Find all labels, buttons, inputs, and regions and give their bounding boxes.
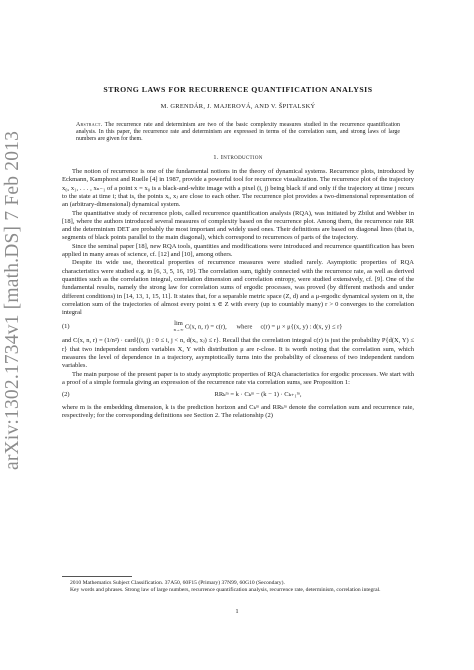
footnote-rule [62, 576, 132, 577]
paper-body [62, 86, 414, 420]
paragraph-4: Despite its wide use, theoretical properties of recurrence measures were studied rarely. Asymptotic properties of RQA characteristics were studied e.g. in [6, 3, 5, 16, 19]. The correlation sum, tightly connected with the recurrence rate, as well as derived quantities such as the correlation integral, correlation dimension and correlation entropy, were studied extensively, cf. [9]. One of the fundamental results, namely the strong law for correlation sums of ergodic processes, was proved (by different methods and under different conditions) in [14, 13, 1, 15, 11]. It states that, for a separable metric space (Z, d) and a μ-ergodic dynamical system on it, the correlation sum of the trajectories of almost every point x ∈ Z with every (up to countably many) r > 0 converges to the correlation integral [62, 259, 414, 317]
section-heading: 1. Introduction [213, 153, 263, 161]
equation-1-number: (1) [62, 323, 70, 331]
page-number: 1 [235, 608, 239, 615]
limit-operator: lim n→∞ [173, 320, 184, 333]
footnote-keywords: Key words and phrases. Strong law of large numbers, recurrence quantification analysis, recurrence rate, determinism, correlation integral. [70, 587, 381, 593]
paragraph-1: The notion of recurrence is one of the fundamental notions in the theory of dynamical systems. Recurrence plots, introduced by Eckmann, Kamphorst and Ruelle [4] in 1987, provide a powerful tool for recurrence visualization. The recurrence plot of the trajectory x₀, x₁, . . . , xₙ₋₁ of a point x = x₀ is a black-and-white image with a pixel (i, j) being black if and only if the trajectory at time j recurs to the state at time i; that is, the points xᵢ, xⱼ are close to each other. The recurrence plot provides a two-dimensional representation of an (arbitrary-dimensional) dynamical system. [62, 168, 414, 209]
equation-1-where: where [236, 323, 253, 331]
abstract-label: Abstract. [76, 121, 103, 128]
arxiv-identifier: arXiv:1302.1734v1 [math.DS] 7 Feb 2013 [2, 130, 23, 470]
equation-1 [62, 321, 414, 333]
footnotes [62, 576, 414, 594]
equation-1-rhs: c(r) = μ × μ{(x, y) : d(x, y) ≤ r} [260, 323, 343, 331]
abstract-text: The recurrence rate and determinism are two of the basic complexity measures studied in the recurrence quantification analysis. In this paper, the recurrence rate and determinism are expressed in terms of the correlation sum, and strong laws of large numbers are given for them. [76, 121, 400, 143]
equation-2-body: RRₖᵐ = k · Cₖᵐ − (k − 1) · Cₖ₊₁ᵐ, [214, 391, 302, 399]
paper-authors: M. GRENDÁR, J. MAJEROVÁ, AND V. ŠPITALSKÝ [160, 103, 316, 111]
paragraph-3: Since the seminal paper [18], new RQA tools, quantities and modifications were introduced and recurrence quantification has been applied in many areas of science, cf. [12] and [10], among others. [62, 242, 414, 259]
equation-1-lhs: C(x, n, r) = c(r), [184, 323, 227, 331]
paragraph-6: The main purpose of the present paper is to study asymptotic properties of RQA characteristics for ergodic processes. We start with a proof of a simple formula giving an expression of the recurrence rate via correlation sums, see Proposition 1: [62, 370, 414, 386]
footnote-msc: 2010 Mathematics Subject Classification. 37A50, 60F15 (Primary) 37N99, 60G10 (Secondary). [70, 580, 285, 586]
abstract [76, 122, 400, 144]
limit-subscript: n→∞ [173, 327, 184, 333]
paragraph-7: where m is the embedding dimension, k is the prediction horizon and Cₖᵐ and RRₖᵐ denote the correlation sum and recurrence rate, respectively; for the corresponding definitions see Section 2. The relationship (2) [62, 403, 414, 419]
equation-2 [62, 391, 414, 399]
paper-title: STRONG LAWS FOR RECURRENCE QUANTIFICATION ANALYSIS [103, 85, 373, 94]
paragraph-2: The quantitative study of recurrence plots, called recurrence quantification analysis (RQA), was initiated by Zbilut and Webber in [18], where the authors introduced several measures of complexity based on the recurrence plot. Among them, the recurrence rate RR and the determinism DET are probably the most important and widely used ones. Their definitions are based on diagonal lines (that is, segments of black points parallel to the main diagonal), which correspond to recurrences of parts of the trajectory. [62, 209, 414, 242]
equation-2-number: (2) [62, 391, 70, 399]
paragraph-5: and C(x, n, r) = (1/n²) · card{(i, j) : 0 ≤ i, j < n, d(xᵢ, xⱼ) ≤ r}. Recall that the correlation integral c(r) is just the probability P{d(X, Y) ≤ r} that two independent random variables X, Y with distribution μ are r-close. It is worth noting that the correlation sum, which measures the level of dependence in a trajectory, asymptotically turns into the probability of closeness of two independent random variables. [62, 337, 414, 370]
